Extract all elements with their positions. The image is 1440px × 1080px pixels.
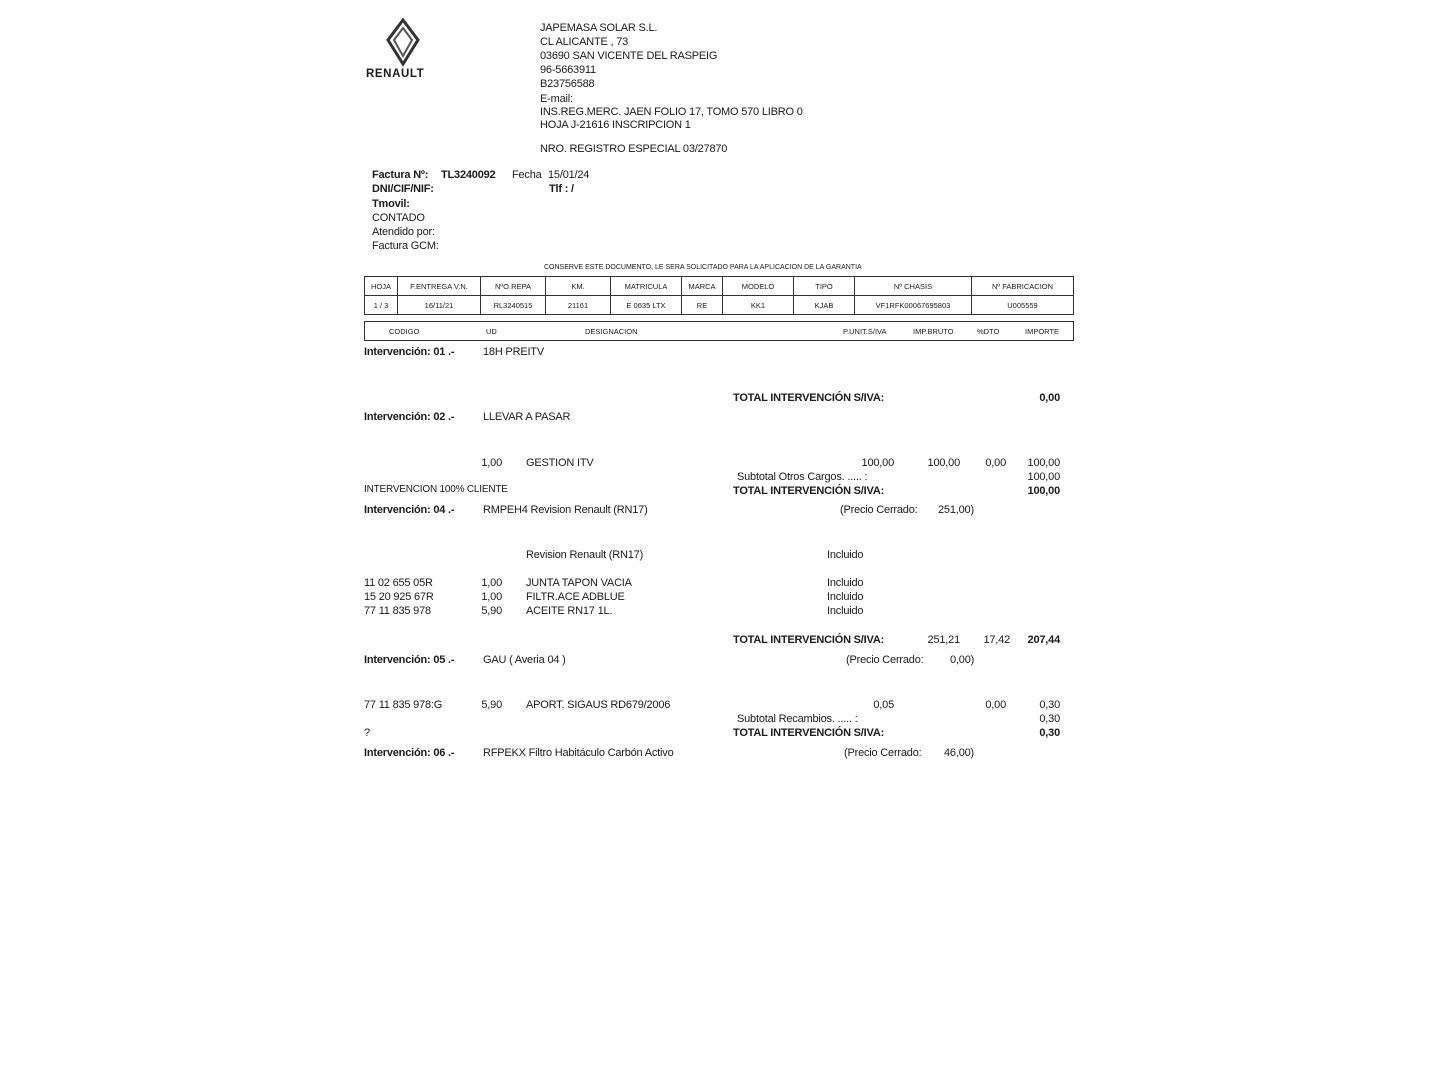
renault-logo: [366, 18, 442, 84]
revision-status: Incluido: [827, 549, 864, 561]
line-items-header: [364, 321, 1074, 341]
dealer-line: HOJA J-21616 INSCRIPCION 1: [540, 119, 691, 131]
factura-gcm-label: Factura GCM:: [372, 240, 439, 252]
subtotal-recambios-value: 0,30: [1039, 713, 1060, 725]
dealer-line: 96-5663911: [540, 64, 596, 76]
intervention-04-total: 207,44: [1027, 634, 1060, 646]
line-ud: 1,00: [481, 457, 502, 469]
line-status: Incluido: [827, 605, 864, 617]
td-tipo: KJAB: [794, 296, 855, 315]
intervention-05-total: 0,30: [1039, 727, 1060, 739]
intervention-04-title: RMPEH4 Revision Renault (RN17): [483, 504, 648, 516]
intervention-02-total-label: TOTAL INTERVENCIÓN S/IVA:: [733, 485, 885, 497]
col-importe: IMPORTE: [1025, 327, 1060, 336]
registro-especial: NRO. REGISTRO ESPECIAL 03/27870: [540, 143, 728, 155]
line-ud: 5,90: [481, 605, 502, 617]
td-chasis: VF1RFK00067695803: [855, 296, 972, 315]
tlf-label: Tlf : /: [549, 183, 574, 195]
dealer-line: E-mail:: [540, 93, 573, 105]
dealer-line: B23756588: [540, 78, 595, 90]
line-dto: 0,00: [985, 699, 1006, 711]
fecha-label: Fecha: [512, 169, 542, 181]
intervention-04-total-label: TOTAL INTERVENCIÓN S/IVA:: [733, 634, 885, 646]
line-ud: 1,00: [481, 577, 502, 589]
line-ud: 1,00: [481, 591, 502, 603]
line-dto: 0,00: [985, 457, 1006, 469]
intervention-02-total: 100,00: [1027, 485, 1060, 497]
th-km: KM.: [546, 277, 611, 296]
td-orepa: RL3240515: [481, 296, 546, 315]
line-status: Incluido: [827, 577, 864, 589]
td-km: 21161: [546, 296, 611, 315]
col-impbruto: IMP.BRUTO: [913, 327, 954, 336]
col-ud: UD: [486, 327, 497, 336]
factura-label: Factura Nº:: [372, 169, 429, 181]
td-matricula: E 0635 LTX: [611, 296, 682, 315]
precio-cerrado-value: 251,00): [938, 504, 974, 516]
intervention-note: INTERVENCION 100% CLIENTE: [364, 484, 508, 495]
brand-name: RENAULT: [366, 68, 425, 80]
line-bruto: 100,00: [927, 457, 960, 469]
intervention-06-title: RFPEKX Filtro Habitáculo Carbón Activo: [483, 747, 674, 759]
line-ud: 5,90: [481, 699, 502, 711]
intervention-01-label: Intervención: 01 .-: [364, 346, 455, 358]
line-designacion: JUNTA TAPON VACIA: [526, 577, 632, 589]
th-fabricacion: Nº FABRICACION: [972, 277, 1074, 296]
intervention-05-total-label: TOTAL INTERVENCIÓN S/IVA:: [733, 727, 885, 739]
line-designacion: ACEITE RN17 1L.: [526, 605, 613, 617]
payment-method: CONTADO: [372, 212, 425, 224]
dealer-line: JAPEMASA SOLAR S.L.: [540, 22, 658, 34]
line-code: 77 11 835 978: [364, 605, 431, 617]
dealer-line: INS.REG.MERC. JAEN FOLIO 17, TOMO 570 LIBRO 0: [540, 106, 803, 118]
factura-number: TL3240092: [441, 169, 496, 181]
th-entrega: F.ENTREGA V.N.: [398, 277, 481, 296]
intervention-01-title: 18H PREITV: [483, 346, 544, 358]
th-tipo: TIPO: [794, 277, 855, 296]
intervention-01-total: 0,00: [1039, 392, 1060, 404]
vehicle-table: [364, 276, 1074, 315]
fecha-value: 15/01/24: [548, 169, 590, 181]
td-modelo: KK1: [723, 296, 794, 315]
th-hoja: HOJA: [365, 277, 398, 296]
th-marca: MARCA: [682, 277, 723, 296]
precio-cerrado-label: (Precio Cerrado:: [840, 504, 918, 516]
renault-diamond-icon: [366, 18, 442, 68]
precio-cerrado-label: (Precio Cerrado:: [846, 654, 924, 666]
warranty-notice: CONSERVE ESTE DOCUMENTO, LE SERA SOLICITADO PARA LA APLICACION DE LA GARANTIA: [544, 264, 862, 271]
line-code: 11 02 655 05R: [364, 577, 433, 589]
line-importe: 100,00: [1027, 457, 1060, 469]
subtotal-otros-label: Subtotal Otros Cargos. ..... :: [737, 471, 868, 483]
line-punit: 100,00: [861, 457, 894, 469]
line-designacion: GESTION ITV: [526, 457, 594, 469]
precio-cerrado-label: (Precio Cerrado:: [844, 747, 922, 759]
precio-cerrado-value: 46,00): [944, 747, 974, 759]
intervention-04-label: Intervención: 04 .-: [364, 504, 455, 516]
th-matricula: MATRICULA: [611, 277, 682, 296]
atendido-label: Atendido por:: [372, 226, 435, 238]
th-modelo: MODELO: [723, 277, 794, 296]
th-orepa: NºO.REPA: [481, 277, 546, 296]
intervention-02-label: Intervención: 02 .-: [364, 411, 455, 423]
intervention-06-label: Intervención: 06 .-: [364, 747, 455, 759]
intervention-04-total-b: 17,42: [983, 634, 1010, 646]
intervention-04-total-a: 251,21: [927, 634, 960, 646]
intervention-05-label: Intervención: 05 .-: [364, 654, 455, 666]
subtotal-recambios-label: Subtotal Recambios. ..... :: [737, 713, 858, 725]
dni-label: DNI/CIF/NIF:: [372, 183, 434, 195]
dealer-line: CL ALICANTE , 73: [540, 36, 629, 48]
vehicle-table-value-row: [365, 296, 1074, 315]
td-marca: RE: [682, 296, 723, 315]
line-designacion: APORT. SIGAUS RD679/2006: [526, 699, 671, 711]
line-code: 15 20 925 67R: [364, 591, 434, 603]
question-mark: ?: [364, 727, 370, 739]
line-punit: 0,05: [873, 699, 894, 711]
col-dto: %DTO: [977, 327, 1000, 336]
th-chasis: Nº CHASIS: [855, 277, 972, 296]
vehicle-table-header-row: [365, 277, 1074, 296]
subtotal-otros-value: 100,00: [1027, 471, 1060, 483]
precio-cerrado-value: 0,00): [950, 654, 975, 666]
line-status: Incluido: [827, 591, 864, 603]
line-designacion: FILTR.ACE ADBLUE: [526, 591, 625, 603]
intervention-05-title: GAU ( Averia 04 ): [483, 654, 566, 666]
tmovil-label: Tmovil:: [372, 198, 410, 210]
col-designacion: DESIGNACION: [585, 327, 638, 336]
revision-heading: Revision Renault (RN17): [526, 549, 644, 561]
line-code: 77 11 835 978:G: [364, 699, 443, 711]
col-codigo: CODIGO: [389, 327, 420, 336]
dealer-line: 03690 SAN VICENTE DEL RASPEIG: [540, 50, 718, 62]
td-entrega: 16/11/21: [398, 296, 481, 315]
td-hoja: 1 / 3: [365, 296, 398, 315]
intervention-02-title: LLEVAR A PASAR: [483, 411, 571, 423]
td-fabricacion: U005559: [972, 296, 1074, 315]
col-punit: P.UNIT.S/IVA: [843, 327, 887, 336]
intervention-01-total-label: TOTAL INTERVENCIÓN S/IVA:: [733, 392, 885, 404]
line-importe: 0,30: [1039, 699, 1060, 711]
